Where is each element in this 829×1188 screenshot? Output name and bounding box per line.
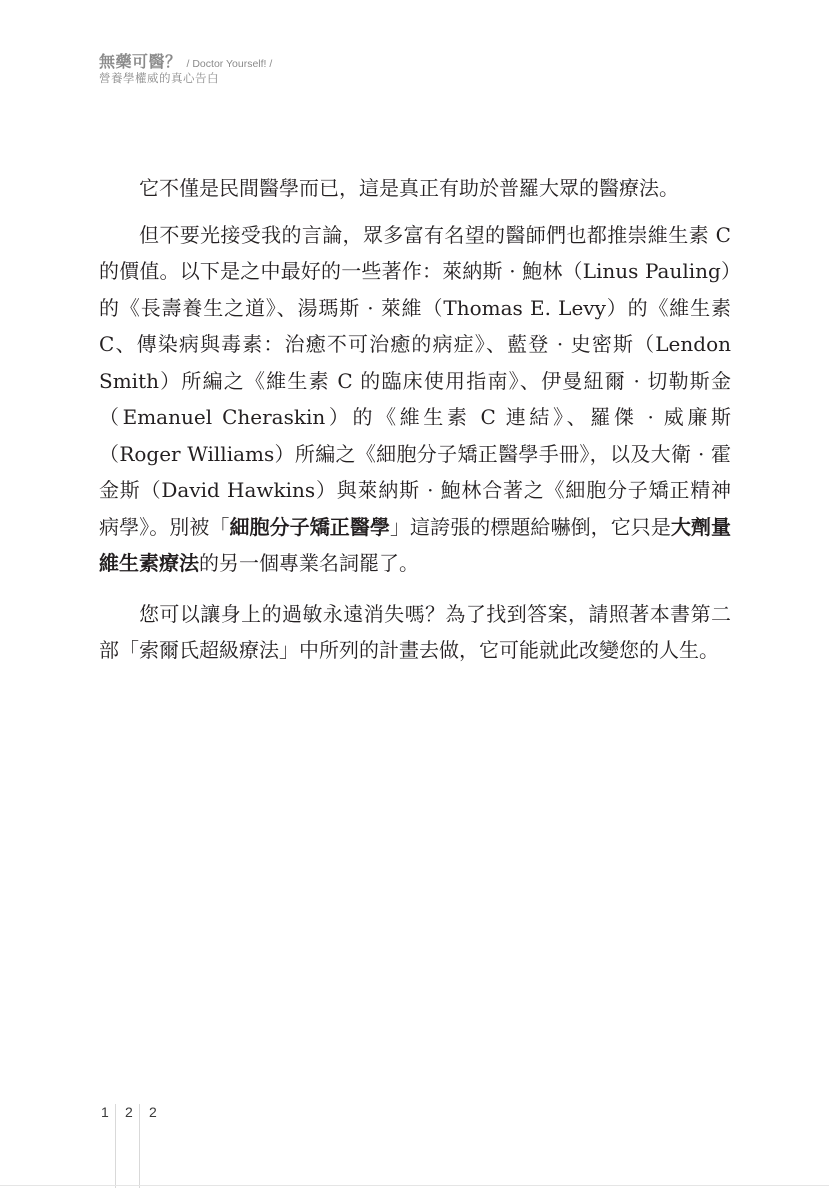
emphasis-orthomolecular: 細胞分子矯正醫學 xyxy=(229,514,390,539)
text-run: 您可以讓身上的過敏永遠消失嗎？為了找到答案，請照著本書第二部「索爾氏超級療法」中所列的計畫去做，它可能就此改變您的人生。 xyxy=(99,601,731,662)
page-number-digit: 2 xyxy=(149,1104,157,1120)
page-number xyxy=(101,1104,173,1120)
text-run: 的另一個專業名詞罷了。 xyxy=(199,551,419,575)
paragraph-2 xyxy=(99,217,731,582)
page-number-digit: 1 xyxy=(101,1104,109,1120)
folio-divider xyxy=(115,1104,116,1188)
folio-divider xyxy=(139,1104,140,1188)
text-run: 但不要光接受我的言論，眾多富有名望的醫師們也都推崇維生素 C 的價值。以下是之中最好的一些著作：萊納斯 · 鮑林（Linus Pauling）的《長壽養生之道》、湯瑪斯 · 萊維（Thomas E. Levy）的《維生素 C、傳染病與毒素：治癒不可治癒的病症》、藍登 · 史密斯（Lendon Smith）所編之《維生素 C 的臨床使用指南》、伊曼紐爾 · 切勒斯金（Emanuel Cheraskin）的《維生素 C 連結》、羅傑 · 威廉斯（Roger Williams）所編之《細胞分子矯正醫學手冊》，以及大衛 · 霍金斯（David Hawkins）與萊納斯 · 鮑林合著之《細胞分子矯正精神病學》。別被「 xyxy=(99,222,731,539)
page-bottom-rule xyxy=(0,1185,829,1186)
page-number-digit: 2 xyxy=(125,1104,133,1120)
text-run: 」這誇張的標題給嚇倒，它只是 xyxy=(389,514,671,539)
paragraph-3 xyxy=(99,596,731,669)
paragraph-1 xyxy=(99,170,731,207)
book-subtitle: 營養學權威的真心告白 xyxy=(99,71,219,85)
running-head xyxy=(99,54,272,85)
body-text xyxy=(99,170,731,683)
text-run: 它不僅是民間醫學而已，這是真正有助於普羅大眾的醫療法。 xyxy=(139,176,679,200)
running-head-line xyxy=(99,54,272,70)
emphasis-megavitamin: 大劑量維生素療法 xyxy=(99,514,732,575)
book-title: 無藥可醫？ xyxy=(99,52,182,71)
book-english-title: / Doctor Yourself! / xyxy=(186,58,273,70)
